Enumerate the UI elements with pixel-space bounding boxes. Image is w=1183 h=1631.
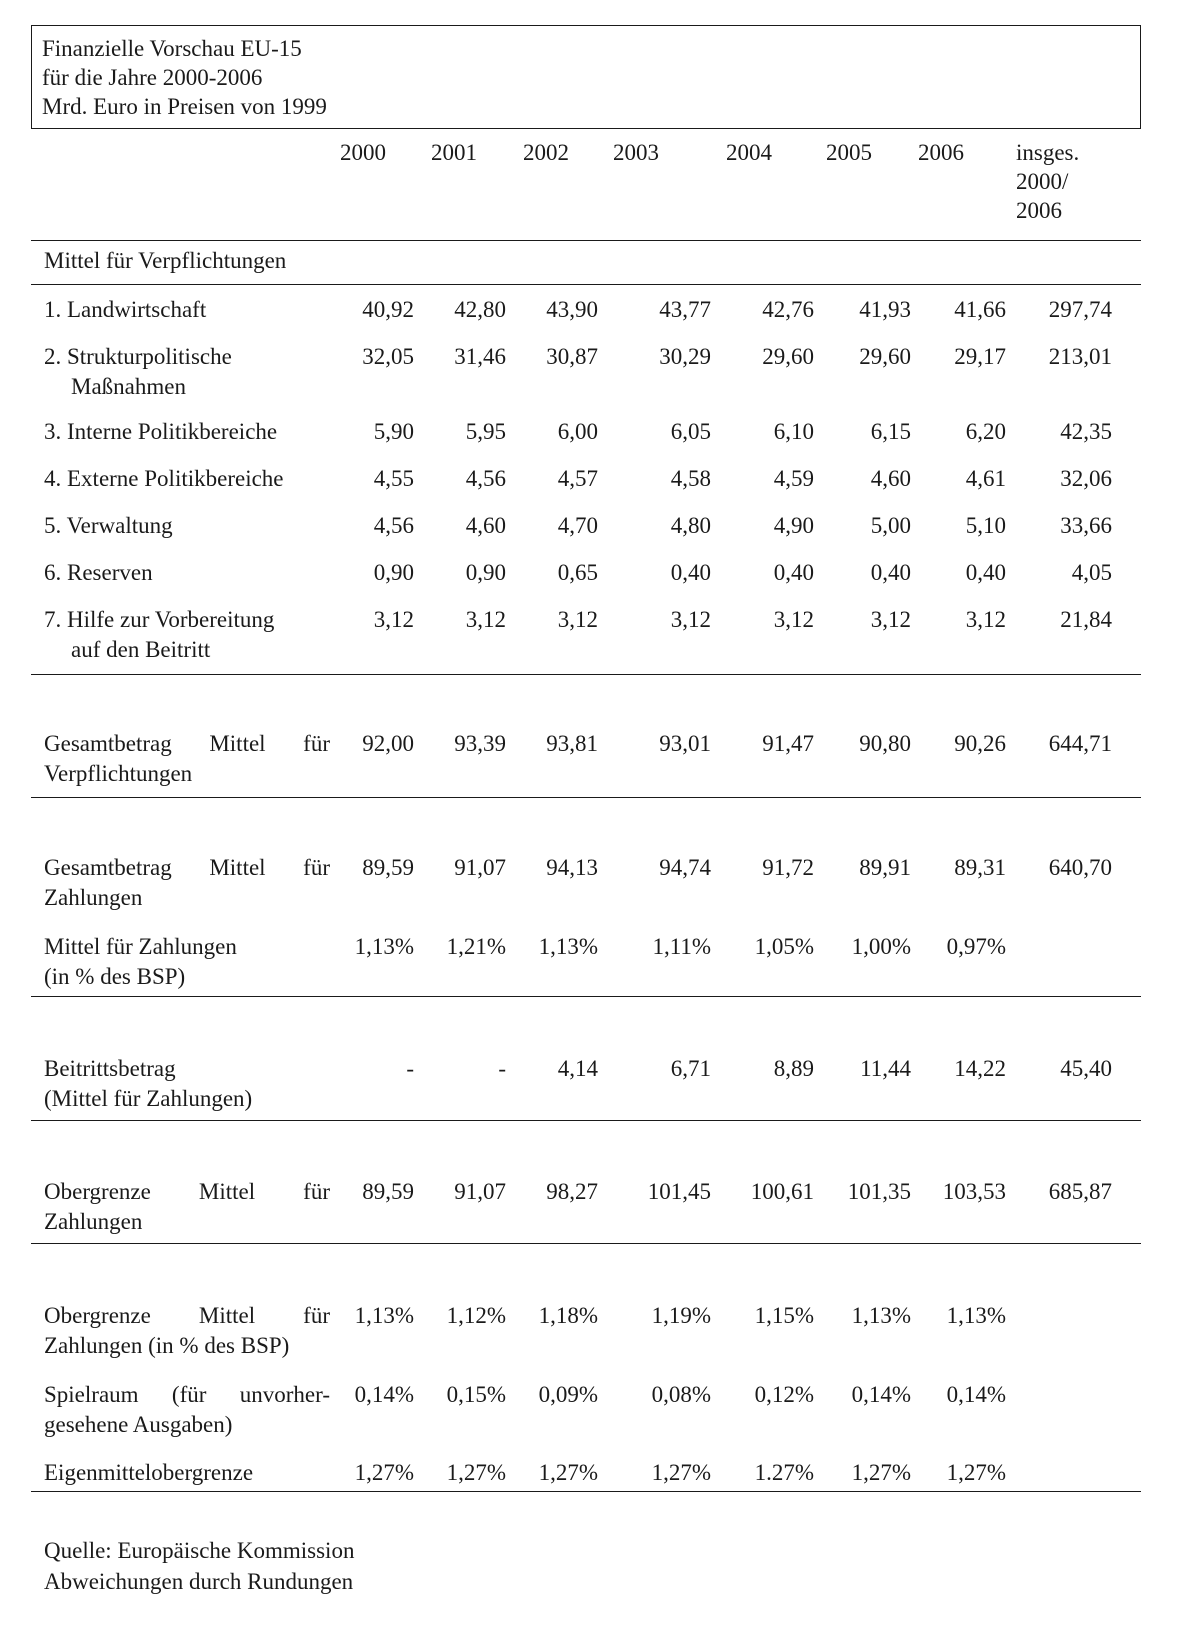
divider [31,1491,1141,1492]
table-cell: 29,17 [954,344,1006,369]
row-label-line: Zahlungen [44,1209,143,1234]
table-cell: 0,97% [946,934,1006,959]
table-cell: 3,12 [870,607,911,632]
table-cell: 6,10 [773,419,814,444]
table-cell: 1,13% [946,1303,1006,1328]
table-cell-total: 640,70 [1048,855,1112,880]
table-cell: 4,60 [465,513,506,538]
table-cell: 5,00 [870,513,911,538]
table-cell: 91,07 [454,855,506,880]
table-cell: 1,27% [354,1460,414,1485]
table-cell: 30,87 [546,344,598,369]
table-cell: 98,27 [546,1179,598,1204]
table-cell: - [498,1056,506,1081]
row-label [44,1301,330,1361]
footer-note: Abweichungen durch Rundungen [44,1569,354,1594]
title-line-3: Mrd. Euro in Preisen von 1999 [42,94,327,119]
table-cell: 6,71 [670,1056,711,1081]
table-cell: 3,12 [773,607,814,632]
table-cell: 1,11% [652,934,711,959]
col-header-2003: 2003 [613,140,659,165]
table-cell: 4,90 [773,513,814,538]
table-cell: 4,61 [965,466,1006,491]
row-label-line: Spielraum (für unvorher- [44,1382,330,1407]
row-label-line: (in % des BSP) [44,964,186,989]
table-cell: 100,61 [750,1179,814,1204]
row-label-line: Zahlungen [44,885,143,910]
row-label-line: Obergrenze Mittel für [44,1303,330,1328]
table-cell: 93,81 [546,731,598,756]
col-header-2002: 2002 [523,140,569,165]
row-label [44,295,330,325]
table-cell: 11,44 [860,1056,911,1081]
table-cell: 40,92 [362,297,414,322]
table-cell: 3,12 [965,607,1006,632]
row-label-line: 5. Verwaltung [44,513,173,538]
table-cell: 31,46 [454,344,506,369]
row-label-line: Gesamtbetrag Mittel für [44,731,330,756]
divider [31,1120,1141,1121]
table-cell: 4,56 [373,513,414,538]
table-cell: 0,14% [354,1382,414,1407]
row-label-line: (Mittel für Zahlungen) [44,1086,253,1111]
table-cell-total: 45,40 [1060,1056,1112,1081]
row-label-line: 7. Hilfe zur Vorbereitung [44,607,275,632]
table-cell: 4,58 [670,466,711,491]
row-label-line: Mittel für Zahlungen [44,934,237,959]
table-cell: 91,72 [762,855,814,880]
table-cell: 91,07 [454,1179,506,1204]
table-cell: 4,55 [373,466,414,491]
row-label [44,1380,330,1440]
table-cell: 6,15 [870,419,911,444]
table-cell: 1,19% [651,1303,711,1328]
table-cell: 0,65 [557,560,598,585]
row-label [44,1054,330,1114]
col-header-2006: 2006 [918,140,964,165]
table-cell: 8,89 [773,1056,814,1081]
table-cell: 1,27% [446,1460,506,1485]
table-cell-total: 21,84 [1060,607,1112,632]
table-cell: 43,77 [659,297,711,322]
col-header-2004: 2004 [726,140,772,165]
row-label-line: Zahlungen (in % des BSP) [44,1333,290,1358]
row-label-line: auf den Beitritt [71,637,211,662]
row-label-line: Verpflichtungen [44,761,193,786]
table-cell: 89,91 [859,855,911,880]
table-cell: 1,05% [754,934,814,959]
table-cell: 4,59 [773,466,814,491]
table-cell: 90,26 [954,731,1006,756]
row-label-line: gesehene Ausgaben) [44,1412,233,1437]
table-cell-total: 213,01 [1048,344,1112,369]
row-label-line: 2. Strukturpolitische [44,344,232,369]
row-label-line: 4. Externe Politikbereiche [44,466,284,491]
section-label: Mittel für Verpflichtungen [44,248,287,273]
table-cell: 43,90 [546,297,598,322]
row-label-line: Gesamtbetrag Mittel für [44,855,330,880]
row-label [44,1458,330,1488]
table-cell: 42,80 [454,297,506,322]
table-cell: 14,22 [954,1056,1006,1081]
table-cell: 89,59 [362,1179,414,1204]
row-label-line: Beitrittsbetrag [44,1056,176,1081]
table-cell: 0,40 [773,560,814,585]
table-cell: 94,13 [546,855,598,880]
divider [31,1243,1141,1244]
table-cell-total: 685,87 [1048,1179,1112,1204]
row-label-line: Maßnahmen [71,374,186,399]
table-cell: 4,60 [870,466,911,491]
table-cell: 92,00 [362,731,414,756]
table-cell: 1,27% [651,1460,711,1485]
table-cell-total: 297,74 [1048,297,1112,322]
divider [31,240,1141,241]
table-cell: 42,76 [762,297,814,322]
table-cell-total: 32,06 [1060,466,1112,491]
row-label [44,511,330,541]
table-cell: 41,93 [859,297,911,322]
table-cell: 1,13% [354,934,414,959]
row-label [44,932,330,992]
table-cell: 1,13% [354,1303,414,1328]
table-cell: - [406,1056,414,1081]
table-cell: 1,27% [538,1460,598,1485]
table-cell: 6,05 [670,419,711,444]
table-cell: 4,57 [557,466,598,491]
row-label-line: 3. Interne Politikbereiche [44,419,278,444]
table-cell: 1,00% [851,934,911,959]
row-label [44,1177,330,1237]
table-cell: 0,12% [754,1382,814,1407]
table-cell: 101,45 [647,1179,711,1204]
divider [31,797,1141,798]
table-cell: 0,90 [373,560,414,585]
row-label [44,558,330,588]
table-cell: 30,29 [659,344,711,369]
table-cell: 29,60 [762,344,814,369]
table-cell: 1,12% [446,1303,506,1328]
col-header-2001: 2001 [431,140,477,165]
table-cell: 4,70 [557,513,598,538]
title-line-2: für die Jahre 2000-2006 [42,65,263,90]
table-cell: 6,20 [965,419,1006,444]
table-cell: 89,31 [954,855,1006,880]
table-cell: 41,66 [954,297,1006,322]
col-header-total-line-1: insges. [1016,140,1080,165]
table-cell: 0,40 [670,560,711,585]
row-label [44,605,330,665]
table-cell: 0,15% [446,1382,506,1407]
table-cell: 93,39 [454,731,506,756]
table-cell: 0,09% [538,1382,598,1407]
table-cell: 1,27% [946,1460,1006,1485]
table-cell: 5,95 [465,419,506,444]
table-cell: 0,40 [965,560,1006,585]
row-label-line: 6. Reserven [44,560,153,585]
table-cell: 89,59 [362,855,414,880]
table-cell: 3,12 [465,607,506,632]
table-cell: 3,12 [557,607,598,632]
col-header-2005: 2005 [826,140,872,165]
table-cell-total: 4,05 [1071,560,1112,585]
row-label [44,853,330,913]
footer [44,1535,354,1597]
table-cell: 90,80 [859,731,911,756]
divider [31,284,1141,285]
table-cell: 1,21% [446,934,506,959]
row-label [44,417,330,447]
table-cell: 0,14% [851,1382,911,1407]
table-cell: 93,01 [659,731,711,756]
table-cell: 32,05 [362,344,414,369]
table-cell: 5,90 [373,419,414,444]
title-line-1: Finanzielle Vorschau EU-15 [42,36,302,61]
table-cell: 1,13% [538,934,598,959]
row-label [44,464,330,494]
col-header-total-line-2: 2000/ [1016,169,1069,194]
table-cell: 0,40 [870,560,911,585]
table-cell: 103,53 [942,1179,1006,1204]
table-cell: 1,18% [538,1303,598,1328]
table-cell: 29,60 [859,344,911,369]
table-cell: 4,56 [465,466,506,491]
footer-source: Quelle: Europäische Kommission [44,1538,355,1563]
table-cell: 0,90 [465,560,506,585]
table-cell: 4,80 [670,513,711,538]
row-label-line: Obergrenze Mittel für [44,1179,330,1204]
table-cell: 0,14% [946,1382,1006,1407]
table-cell: 1,27% [851,1460,911,1485]
table-cell: 5,10 [965,513,1006,538]
table-cell: 3,12 [670,607,711,632]
col-header-2000: 2000 [340,140,386,165]
table-cell-total: 33,66 [1060,513,1112,538]
table-cell: 4,14 [557,1056,598,1081]
table-cell: 101,35 [847,1179,911,1204]
title-box [31,25,1141,129]
row-label-line: Eigenmittelobergrenze [44,1460,254,1485]
table-cell: 1.27% [754,1460,814,1485]
table-cell: 1,13% [851,1303,911,1328]
row-label [44,729,330,789]
col-header-total [1016,138,1079,225]
table-cell: 6,00 [557,419,598,444]
table-cell-total: 42,35 [1060,419,1112,444]
table-cell: 94,74 [659,855,711,880]
table-cell-total: 644,71 [1048,731,1112,756]
row-label-line: 1. Landwirtschaft [44,297,207,322]
table-cell: 3,12 [373,607,414,632]
col-header-total-line-3: 2006 [1016,198,1062,223]
table-cell: 91,47 [762,731,814,756]
row-label [44,342,330,402]
table-cell: 1,15% [754,1303,814,1328]
divider [31,674,1141,675]
table-cell: 0,08% [651,1382,711,1407]
divider [31,996,1141,997]
